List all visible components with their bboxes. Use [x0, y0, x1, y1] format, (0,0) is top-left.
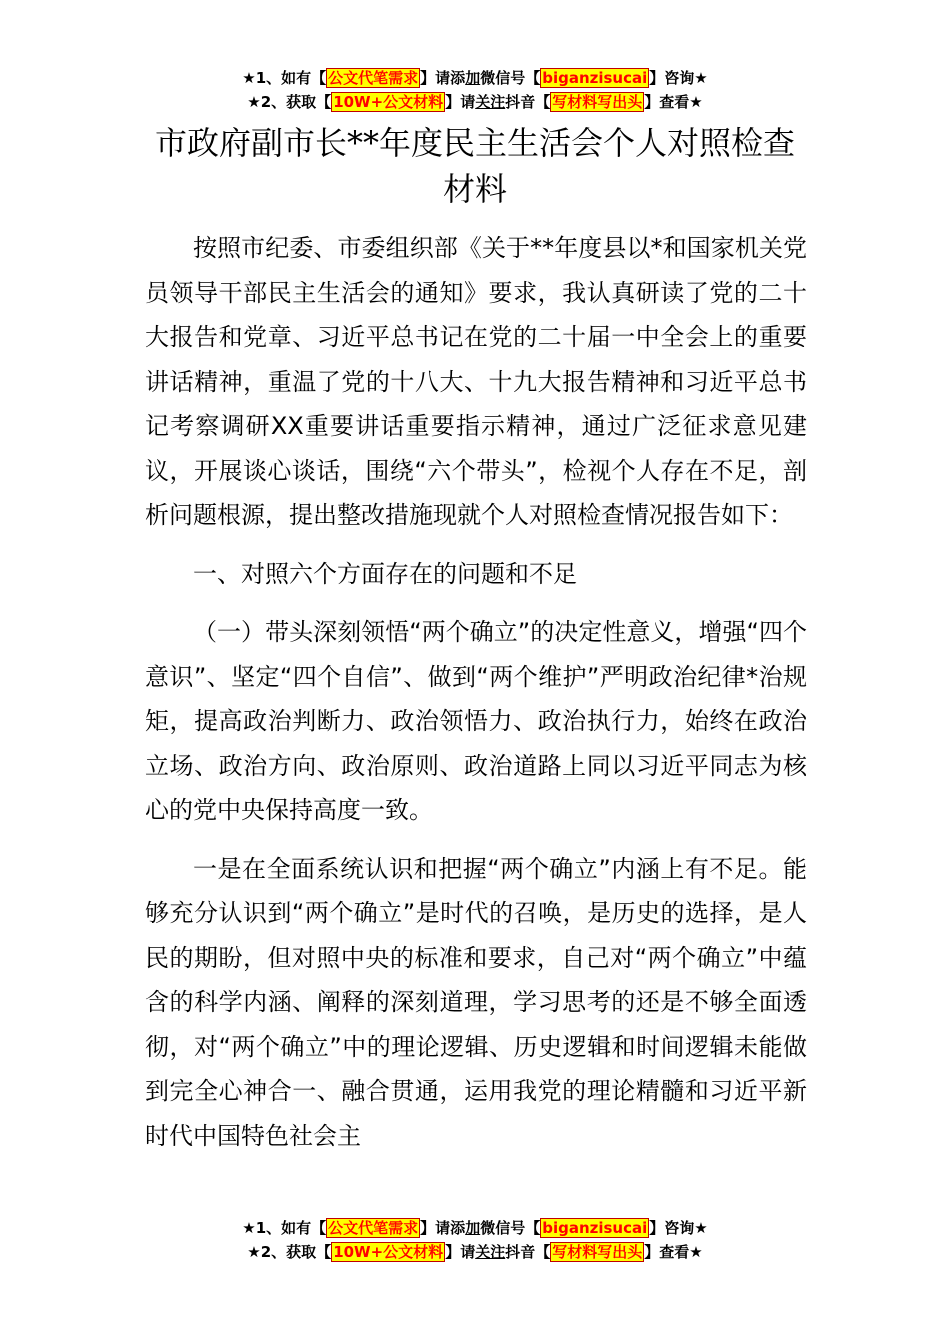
promo-text: 抖音【 — [505, 93, 551, 111]
promo-line-2 — [0, 90, 950, 114]
promo-text: ★2、获取【 — [247, 93, 332, 111]
promo-text: 微信号【 — [480, 69, 541, 87]
promo-text: 】咨询★ — [649, 1219, 708, 1237]
promo-underline: 加 — [465, 1219, 481, 1237]
promo-highlight: 公文代笔需求 — [328, 1219, 419, 1237]
promo-text: ★2、获取【 — [247, 1243, 332, 1261]
promo-text: ★1、如有【 — [242, 69, 327, 87]
promo-underline: 关注 — [475, 93, 506, 111]
document-title: 市政府副市长**年度民主生活会个人对照检查材料 — [154, 124, 795, 208]
section-heading: 一、对照六个方面存在的问题和不足 — [193, 559, 577, 588]
paragraph-intro: 按照市纪委、市委组织部《关于**年度县以*和国家机关党员领导干部民主生活会的通知》要求，我认真研读了党的二十大报告和党章、习近平总书记在党的二十届一中全会上的重要讲话精神，重温了党的十八大、十九大报告精神和习近平总书记考察调研XX重要讲话重要指示精神，通过广泛征求意见建议，开展谈心谈话，围绕“六个带头”，检视个人存在不足，剖析问题根源，提出整改措施现就个人对照检查情况报告如下： — [145, 234, 807, 529]
promo-text: 】查看★ — [644, 93, 703, 111]
promo-highlight: 写材料写出头 — [552, 1243, 643, 1261]
paragraph-body: 一是在全面系统认识和把握“两个确立”内涵上有不足。能够充分认识到“两个确立”是时代的召唤，是历史的选择，是人民的期盼，但对照中央的标准和要求，自己对“两个确立”中蕴含的科学内涵、阐释的深刻道理，学习思考的还是不够全面透彻，对“两个确立”中的理论逻辑、历史逻辑和时间逻辑未能做到完全心神合一、融合贯通，运用我党的理论精髓和习近平新时代中国特色社会主 — [145, 854, 807, 1150]
promo-highlight: biganzisucai — [542, 1219, 648, 1237]
promo-highlight: 公文代笔需求 — [328, 69, 419, 87]
promo-highlight: 写材料写出头 — [552, 93, 643, 111]
promo-text: 】请 — [445, 1243, 476, 1261]
promo-text: 】请添 — [420, 1219, 466, 1237]
promo-line-1 — [0, 1216, 950, 1240]
subsection-heading: （一）带头深刻领悟“两个确立”的决定性意义，增强“四个意识”、坚定“四个自信”、做到“两个维护”严明政治纪律*治规矩，提高政治判断力、政治领悟力、政治执行力，始终在政治立场、政治方向、政治原则、政治道路上同以习近平同志为核心的党中央保持高度一致。 — [145, 618, 807, 824]
promo-banner-bottom — [0, 1216, 950, 1264]
promo-highlight: 10W+公文材料 — [333, 1243, 444, 1261]
promo-text: 】查看★ — [644, 1243, 703, 1261]
promo-banner-top — [0, 66, 950, 114]
promo-highlight: biganzisucai — [542, 69, 648, 87]
promo-line-1 — [0, 66, 950, 90]
document-body — [145, 226, 807, 1158]
promo-text: 】请添 — [420, 69, 466, 87]
promo-text: ★1、如有【 — [242, 1219, 327, 1237]
promo-text: 】请 — [445, 93, 476, 111]
promo-underline: 关注 — [475, 1243, 506, 1261]
promo-text: 抖音【 — [505, 1243, 551, 1261]
promo-text: 】咨询★ — [649, 69, 708, 87]
promo-text: 微信号【 — [480, 1219, 541, 1237]
promo-underline: 加 — [465, 69, 481, 87]
promo-line-2 — [0, 1240, 950, 1264]
promo-highlight: 10W+公文材料 — [333, 93, 444, 111]
